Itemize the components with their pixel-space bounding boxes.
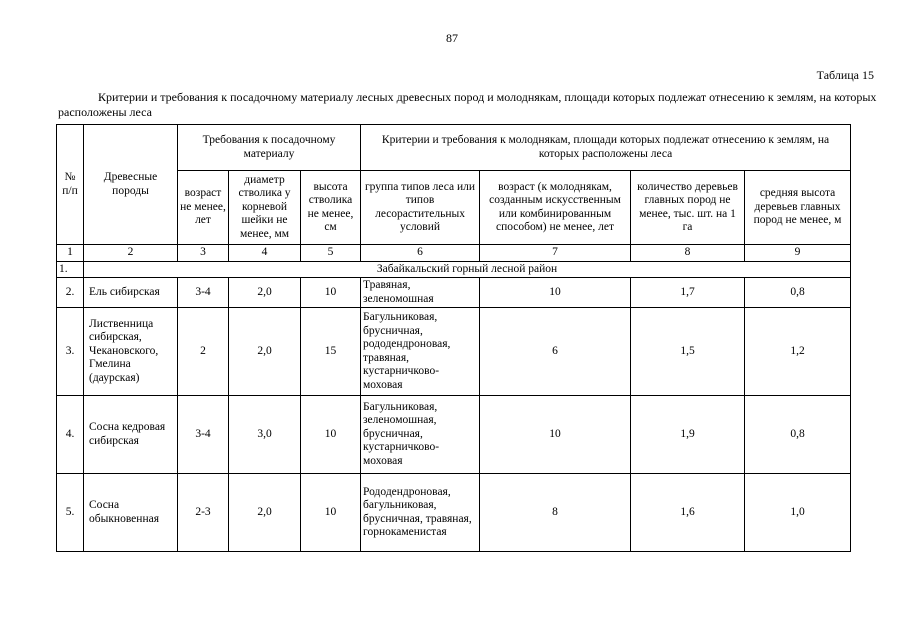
row-forest-type: Багульниковая, зеленомошная, брусничная, кустарничково-моховая <box>361 396 480 474</box>
column-number: 4 <box>229 245 301 262</box>
header-age: возраст не менее, лет <box>178 171 229 245</box>
row-young-age: 10 <box>480 396 631 474</box>
row-species: Ель сибирская <box>84 278 178 308</box>
header-young-age: возраст (к молоднякам, созданным искусственным или комбинированным способом) не менее, лет <box>480 171 631 245</box>
column-number: 7 <box>480 245 631 262</box>
column-number: 1 <box>57 245 84 262</box>
header-forest-type: группа типов леса или типов лесорастительных условий <box>361 171 480 245</box>
column-number-row <box>57 245 851 262</box>
criteria-table <box>56 124 851 552</box>
header-row-1 <box>57 125 851 171</box>
row-young-age: 6 <box>480 308 631 396</box>
header-avg-height: средняя высота деревьев главных пород не менее, м <box>745 171 851 245</box>
row-diameter: 2,0 <box>229 474 301 552</box>
header-young-group: Критерии и требования к молоднякам, площади которых подлежат отнесению к землям, на которых расположены леса <box>361 125 851 171</box>
row-avg-height: 0,8 <box>745 278 851 308</box>
row-height: 10 <box>301 278 361 308</box>
row-height: 10 <box>301 474 361 552</box>
table-caption: Критерии и требования к посадочному материалу лесных древесных пород и молоднякам, площади которых подлежат отнесению к землям, на которых расположены леса <box>58 90 877 119</box>
header-diameter: диаметр стволика у корневой шейки не менее, мм <box>229 171 301 245</box>
table-row <box>57 308 851 396</box>
page-number: 87 <box>446 31 458 45</box>
row-num: 2. <box>57 278 84 308</box>
header-species: Древесные породы <box>84 125 178 245</box>
row-tree-count: 1,9 <box>631 396 745 474</box>
row-num: 5. <box>57 474 84 552</box>
column-number: 6 <box>361 245 480 262</box>
row-tree-count: 1,7 <box>631 278 745 308</box>
row-diameter: 2,0 <box>229 278 301 308</box>
row-avg-height: 1,2 <box>745 308 851 396</box>
row-young-age: 10 <box>480 278 631 308</box>
section-title: Забайкальский горный лесной район <box>84 261 851 278</box>
column-number: 3 <box>178 245 229 262</box>
column-number: 2 <box>84 245 178 262</box>
row-tree-count: 1,6 <box>631 474 745 552</box>
row-age: 2-3 <box>178 474 229 552</box>
row-age: 2 <box>178 308 229 396</box>
column-number: 5 <box>301 245 361 262</box>
row-tree-count: 1,5 <box>631 308 745 396</box>
row-avg-height: 1,0 <box>745 474 851 552</box>
row-forest-type: Багульниковая, брусничная, рододендроновая, травяная, кустарничково-моховая <box>361 308 480 396</box>
column-number: 8 <box>631 245 745 262</box>
row-height: 10 <box>301 396 361 474</box>
row-species: Лиственница сибирская, Чекановского, Гмелина (даурская) <box>84 308 178 396</box>
table-row <box>57 278 851 308</box>
row-avg-height: 0,8 <box>745 396 851 474</box>
header-num: № п/п <box>57 125 84 245</box>
row-diameter: 3,0 <box>229 396 301 474</box>
row-forest-type: Рододендроновая, багульниковая, брусничная, травяная, горнокаменистая <box>361 474 480 552</box>
header-planting-group: Требования к посадочному материалу <box>178 125 361 171</box>
row-num: 4. <box>57 396 84 474</box>
section-num: 1. <box>57 261 84 278</box>
table-row <box>57 396 851 474</box>
row-num: 3. <box>57 308 84 396</box>
row-species: Сосна обыкновенная <box>84 474 178 552</box>
table-label: Таблица 15 <box>816 68 874 82</box>
row-forest-type: Травяная, зеленомошная <box>361 278 480 308</box>
row-diameter: 2,0 <box>229 308 301 396</box>
row-height: 15 <box>301 308 361 396</box>
row-young-age: 8 <box>480 474 631 552</box>
row-species: Сосна кедровая сибирская <box>84 396 178 474</box>
section-row <box>57 261 851 278</box>
header-tree-count: количество деревьев главных пород не менее, тыс. шт. на 1 га <box>631 171 745 245</box>
row-age: 3-4 <box>178 278 229 308</box>
table-row <box>57 474 851 552</box>
row-age: 3-4 <box>178 396 229 474</box>
column-number: 9 <box>745 245 851 262</box>
header-height: высота стволика не менее, см <box>301 171 361 245</box>
